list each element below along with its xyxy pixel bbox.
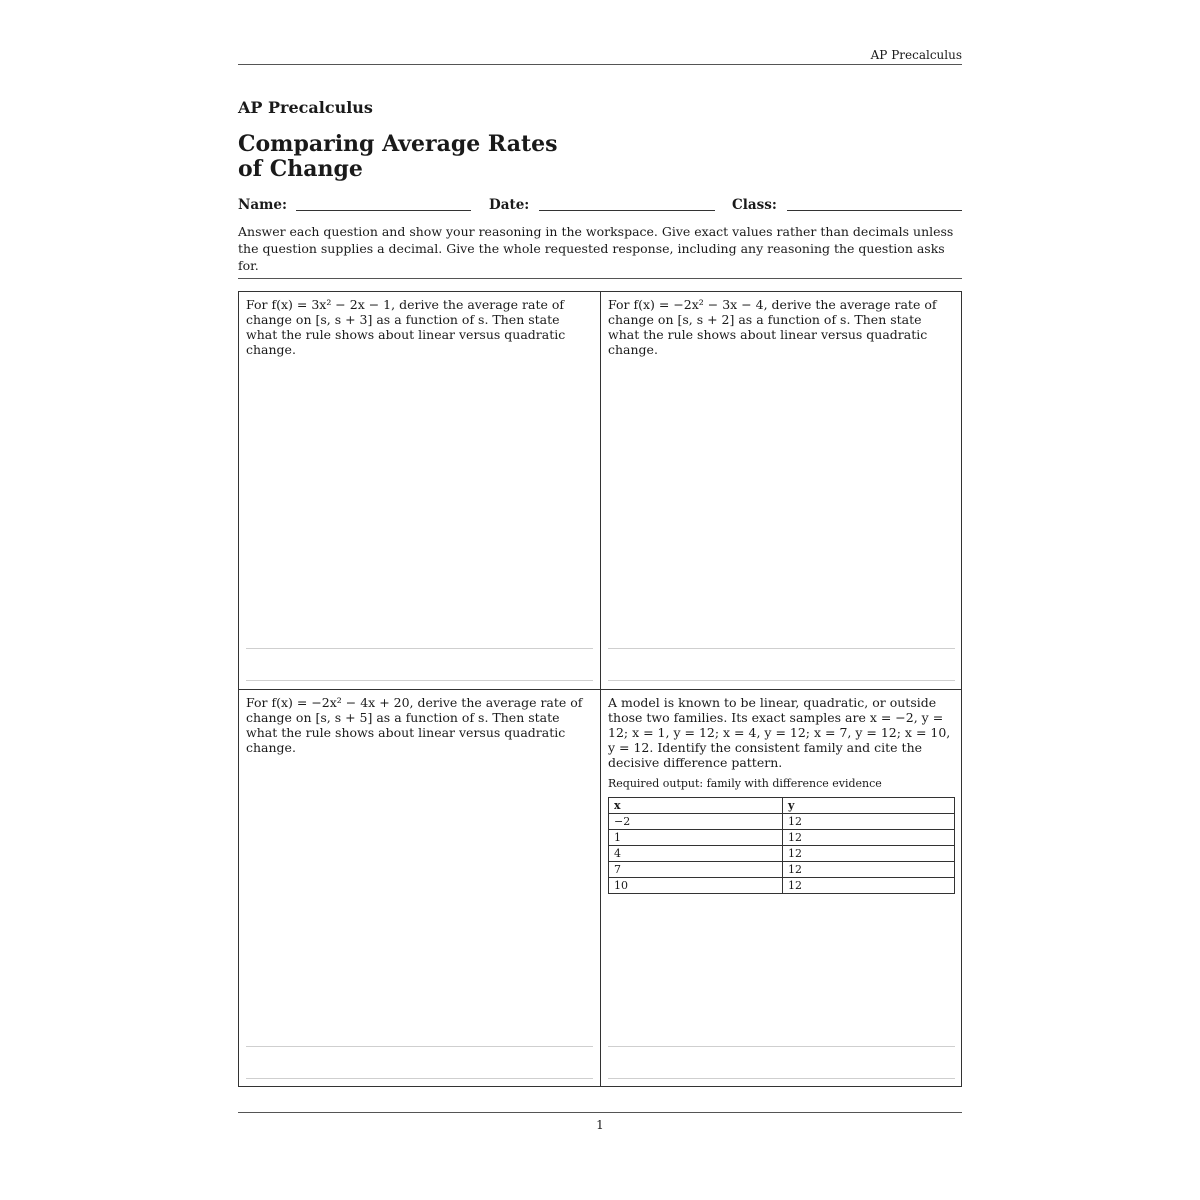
intro-rule <box>238 278 962 279</box>
table-cell-x: −2 <box>609 814 783 830</box>
table-cell-x: 7 <box>609 862 783 878</box>
table-header-row <box>609 798 955 814</box>
question-2-prompt: For f(x) = −2x² − 3x − 4, derive the average rate of change on [s, s + 2] as a function of s. Then state what the rule shows about linear versus quadratic change. <box>608 297 937 357</box>
worksheet-title: Comparing Average Rates of Change <box>238 131 558 182</box>
table-row <box>609 814 955 830</box>
table-cell-y: 12 <box>783 830 955 846</box>
table-cell-x: 4 <box>609 846 783 862</box>
course-name: AP Precalculus <box>238 98 373 117</box>
class-field[interactable] <box>787 210 962 211</box>
date-label: Date: <box>489 197 530 213</box>
footer-rule <box>238 1112 962 1113</box>
class-label: Class: <box>732 197 777 213</box>
table-row <box>609 846 955 862</box>
answer-line[interactable] <box>608 648 955 649</box>
date-field[interactable] <box>539 210 715 211</box>
running-head: AP Precalculus <box>870 48 962 62</box>
answer-line[interactable] <box>608 1078 955 1079</box>
table-cell-x: 10 <box>609 878 783 894</box>
table-cell-y: 12 <box>783 846 955 862</box>
table-cell-y: 12 <box>783 862 955 878</box>
student-info-fields <box>238 197 962 217</box>
instructions: Answer each question and show your reasoning in the workspace. Give exact values rather than decimals unless the question supplies a decimal. Give the whole requested response, including any reasoning the question asks for. <box>238 224 954 273</box>
question-4-prompt: A model is known to be linear, quadratic, or outside those two families. Its exact samples are x = −2, y = 12; x = 1, y = 12; x = 4, y = 12; x = 7, y = 12; x = 10, y = 12. Identify the consistent family and cite the decisive difference pattern. <box>608 695 951 770</box>
table-row <box>609 862 955 878</box>
sample-table <box>608 797 955 894</box>
table-cell-x: 1 <box>609 830 783 846</box>
worksheet-page <box>238 0 962 1200</box>
table-cell-y: 12 <box>783 814 955 830</box>
answer-line[interactable] <box>246 1046 593 1047</box>
answer-line[interactable] <box>608 1046 955 1047</box>
page-number: 1 <box>596 1118 604 1132</box>
column-header-x: x <box>609 798 783 814</box>
column-header-y: y <box>783 798 955 814</box>
question-1 <box>239 292 600 689</box>
table-cell-y: 12 <box>783 878 955 894</box>
question-3 <box>239 690 600 1087</box>
question-grid <box>238 291 962 1087</box>
question-3-prompt: For f(x) = −2x² − 4x + 20, derive the average rate of change on [s, s + 5] as a function of s. Then state what the rule shows about linear versus quadratic change. <box>246 695 583 755</box>
name-field[interactable] <box>296 210 471 211</box>
answer-line[interactable] <box>246 680 593 681</box>
name-label: Name: <box>238 197 287 213</box>
question-4 <box>601 690 962 1087</box>
required-output-note: Required output: family with difference evidence <box>608 777 882 790</box>
question-1-prompt: For f(x) = 3x² − 2x − 1, derive the average rate of change on [s, s + 3] as a function of s. Then state what the rule shows about linear versus quadratic change. <box>246 297 566 357</box>
answer-line[interactable] <box>608 680 955 681</box>
table-row <box>609 878 955 894</box>
header-rule <box>238 64 962 65</box>
question-2 <box>601 292 962 689</box>
answer-line[interactable] <box>246 648 593 649</box>
answer-line[interactable] <box>246 1078 593 1079</box>
table-row <box>609 830 955 846</box>
